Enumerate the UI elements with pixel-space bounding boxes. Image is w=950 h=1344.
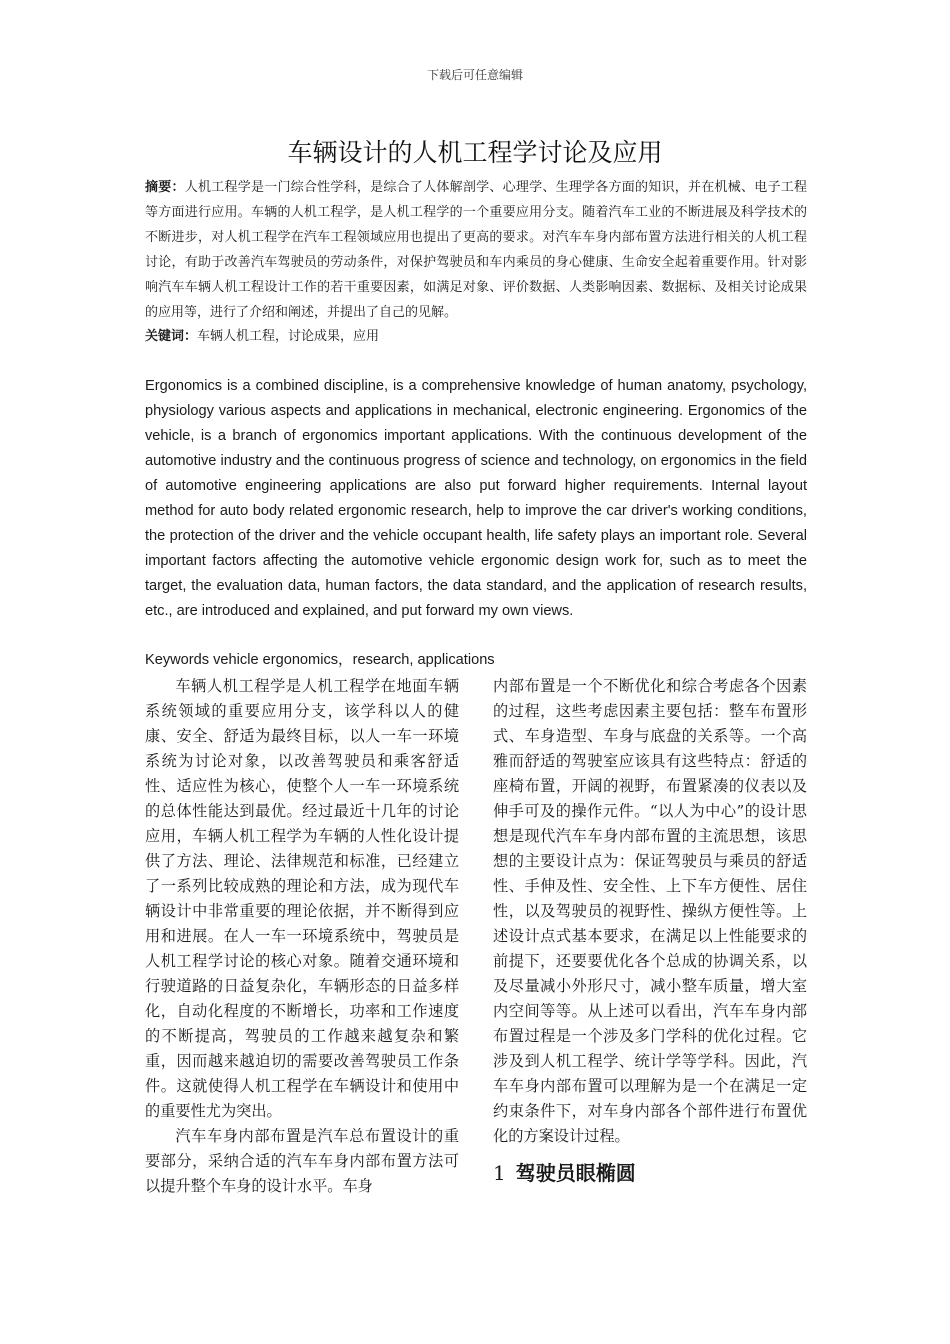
page-title: 车辆设计的人机工程学讨论及应用 <box>287 138 663 167</box>
body-paragraph: 内部布置是一个不断优化和综合考虑各个因素的过程，这些考虑因素主要包括：整车布置形式、车身造型、车身与底盘的关系等。一个高雅而舒适的驾驶室应该具有这些特点：舒适的座椅布置，开阔的视野，布置紧凑的仪表以及伸手可及的操作元件。“以人为中心”的设计思想是现代汽车车身内部布置的主流思想，该思想的主要设计点为：保证驾驶员与乘员的舒适性、手伸及性、安全性、上下车方便性、居住性，以及驾驶员的视野性、操纵方便性等。上述设计点式基本要求，在满足以上性能要求的前提下，还要要优化各个总成的协调关系，以及尽量减小外形尺寸，减小整车质量，增大室内空间等等。从上述可以看出，汽车车身内部布置过程是一个涉及多门学科的优化过程。它涉及到人机工程学、统计学等学科。因此，汽车车身内部布置可以理解为是一个在满足一定约束条件下，对车身内部各个部件进行布置优化的方案设计过程。 <box>493 677 807 1145</box>
english-abstract: Ergonomics is a combined discipline, is a comprehensive knowledge of human anatomy, psychology, physiology various aspects and applications in mechanical, electronic engineering. Ergonomics of the vehicle, is a branch of ergonomics important applications. With the continuous development of the automotive industry and the continuous progress of science and technology, on ergonomics in the field of automotive engineering applications are also put forward higher requirements. Internal layout method for auto body related ergonomic research, help to improve the car driver's working conditions, the protection of the driver and the vehicle occupant health, life safety plays an important role. Several important factors affecting the automotive vehicle ergonomic design work for, such as to meet the target, the evaluation data, human factors, the data standard, and the application of research results, etc., are introduced and explained, and put forward my own views. <box>145 378 807 619</box>
body-paragraph: 汽车车身内部布置是汽车总布置设计的重要部分，采纳合适的汽车车身内部布置方法可以提升整个车身的设计水平。车身 <box>145 1127 459 1195</box>
body-column-left <box>145 674 459 1199</box>
section-title: 驾驶员眼椭圆 <box>515 1161 636 1185</box>
body-column-right <box>493 674 807 1187</box>
header-note: 下载后可任意编辑 <box>426 68 523 82</box>
english-keywords: Keywords vehicle ergonomics，research, applications <box>145 652 495 668</box>
body-paragraph: 车辆人机工程学是人机工程学在地面车辆系统领域的重要应用分支，该学科以人的健康、安全、舒适为最终目标，以人一车一环境系统为讨论对象，以改善驾驶员和乘客舒适性、适应性为核心，使整个人一车一环境系统的总体性能达到最优。经过最近十几年的讨论应用，车辆人机工程学为车辆的人性化设计提供了方法、理论、法律规范和标准，已经建立了一系列比较成熟的理论和方法，成为现代车辆设计中非常重要的理论依据，并不断得到应用和进展。在人一车一环境系统中，驾驶员是人机工程学讨论的核心对象。随着交通环境和行驶道路的日益复杂化，车辆形态的日益多样化，自动化程度的不断增长，功率和工作速度的不断提高，驾驶员的工作越来越复杂和繁重，因而越来越迫切的需要改善驾驶员工作条件。这就使得人机工程学在车辆设计和使用中的重要性尤为突出。 <box>145 677 459 1120</box>
chinese-keywords <box>145 324 807 349</box>
abstract-label: 摘要： <box>145 180 185 195</box>
keywords-label: 关键词： <box>145 329 198 344</box>
section-number: 1 <box>493 1161 506 1185</box>
section-heading <box>493 1159 807 1187</box>
chinese-abstract <box>145 175 807 325</box>
keywords-text: 车辆人机工程，讨论成果，应用 <box>197 329 380 344</box>
abstract-text: 人机工程学是一门综合性学科，是综合了人体解剖学、心理学、生理学各方面的知识，并在机械、电子工程等方面进行应用。车辆的人机工程学，是人机工程学的一个重要应用分支。随着汽车工业的不断进展及科学技术的不断进步，对人机工程学在汽车工程领域应用也提出了更高的要求。对汽车车身内部布置方法进行相关的人机工程讨论，有助于改善汽车驾驶员的劳动条件，对保护驾驶员和车内乘员的身心健康、生命安全起着重要作用。针对影响汽车车辆人机工程设计工作的若干重要因素，如满足对象、评价数据、人类影响因素、数据标、及相关讨论成果的应用等，进行了介绍和阐述，并提出了自己的见解。 <box>145 180 807 320</box>
